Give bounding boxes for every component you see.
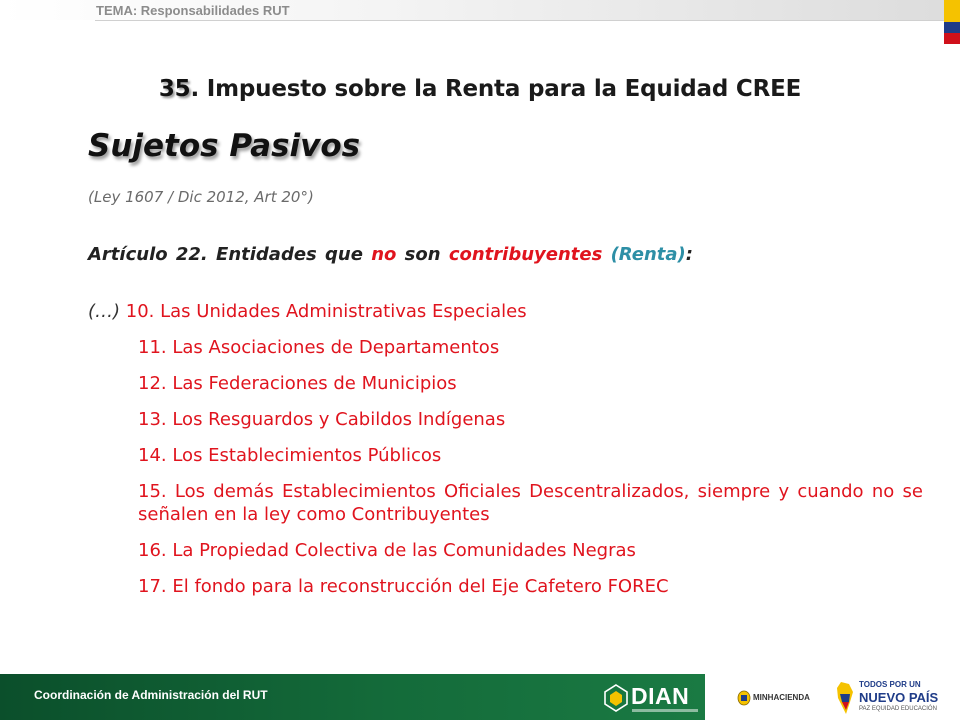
article-space xyxy=(602,244,610,265)
list-item xyxy=(88,300,923,323)
footer-green-band xyxy=(0,674,705,720)
footer-coordination-text: Coordinación de Administración del RUT xyxy=(34,688,268,702)
nuevo-pais-line2: NUEVO PAÍS xyxy=(859,690,939,705)
list-item-13: 13. Los Resguardos y Cabildos Indígenas xyxy=(138,409,506,430)
flag-red-band xyxy=(944,33,960,44)
slide-title-text: . Impuesto sobre la Renta para la Equidad CREE xyxy=(190,76,802,102)
article-colon: : xyxy=(685,244,693,265)
entity-list xyxy=(88,300,923,611)
nuevo-pais-line1: TODOS POR UN xyxy=(859,680,921,689)
header-divider xyxy=(95,20,945,21)
article-contribuyentes: contribuyentes xyxy=(448,244,603,265)
list-item-11: 11. Las Asociaciones de Departamentos xyxy=(138,337,500,358)
list-item-10: 10. Las Unidades Administrativas Especiales xyxy=(120,301,527,322)
nuevo-pais-line3: PAZ EQUIDAD EDUCACIÓN xyxy=(859,706,937,712)
minhacienda-logo xyxy=(735,686,830,712)
topic-label: TEMA: Responsabilidades RUT xyxy=(96,3,290,18)
list-item-15: 15. Los demás Establecimientos Oficiales Descentralizados, siempre y cuando no se señalen en la ley como Contribuyentes xyxy=(138,481,923,525)
article-no: no xyxy=(371,244,397,265)
article-mid: son xyxy=(396,244,449,265)
flag-yellow-band xyxy=(944,0,960,22)
top-header-bar xyxy=(0,0,960,20)
slide-title xyxy=(0,76,960,102)
minhacienda-wordmark: MINHACIENDA xyxy=(753,693,810,702)
dian-subtitle-line xyxy=(632,709,698,712)
section-heading: Sujetos Pasivos xyxy=(88,128,361,164)
list-item-12: 12. Las Federaciones de Municipios xyxy=(138,373,457,394)
dian-wordmark: DIAN xyxy=(631,683,690,709)
footer xyxy=(0,674,960,720)
list-item-16: 16. La Propiedad Colectiva de las Comunidades Negras xyxy=(138,540,636,561)
article-renta: (Renta) xyxy=(610,244,686,265)
coat-of-arms-icon xyxy=(737,690,751,706)
nuevo-pais-logo xyxy=(835,678,945,718)
law-reference: (Ley 1607 / Dic 2012, Art 20°) xyxy=(88,188,314,206)
list-ellipsis: (…) xyxy=(88,301,121,322)
dian-logo xyxy=(603,682,698,716)
flag-blue-band xyxy=(944,22,960,33)
article-prefix: Artículo 22. Entidades que xyxy=(88,244,372,265)
dian-emblem-icon xyxy=(603,683,629,713)
flag-stripe xyxy=(944,0,960,44)
list-item-14: 14. Los Establecimientos Públicos xyxy=(138,445,442,466)
colombia-map-icon xyxy=(835,680,855,716)
list-item-17: 17. El fondo para la reconstrucción del Eje Cafetero FOREC xyxy=(138,576,669,597)
slide-number: 35 xyxy=(158,76,191,102)
article-statement xyxy=(88,244,693,265)
